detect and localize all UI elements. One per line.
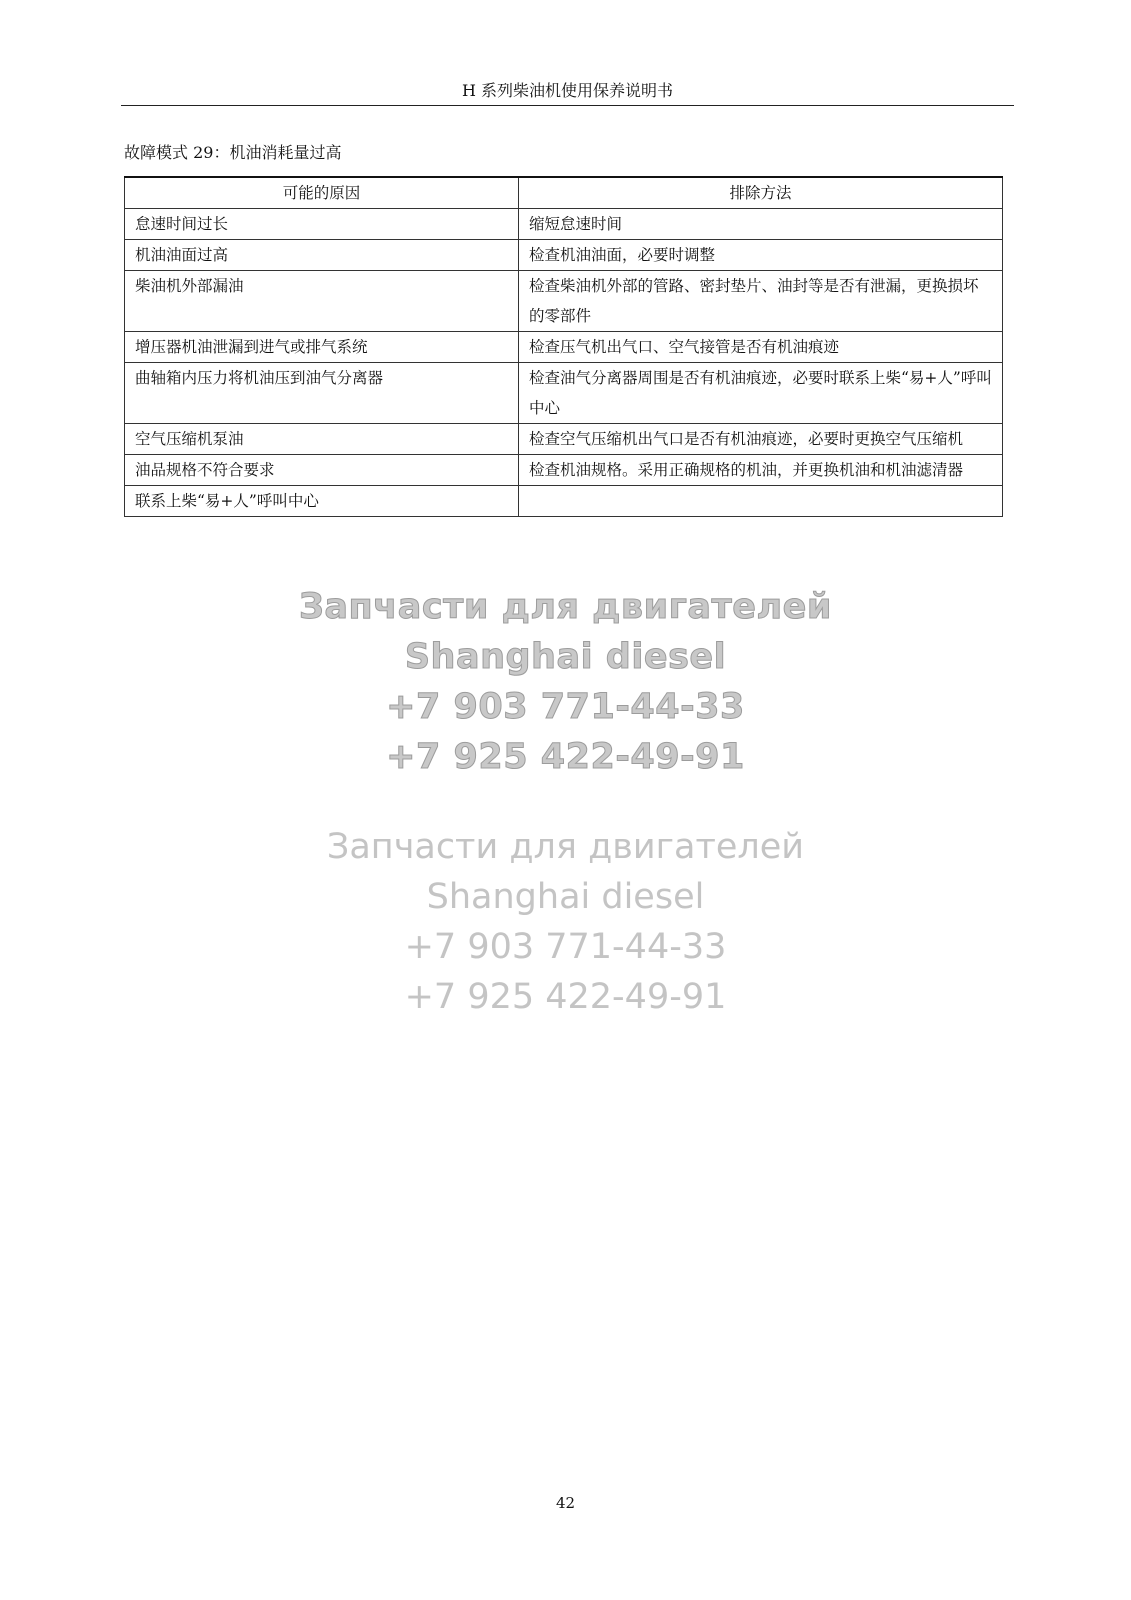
table-header-row	[125, 177, 1003, 209]
remedy-cell: 检查机油油面，必要时调整	[519, 240, 1003, 271]
remedy-cell	[519, 486, 1003, 517]
table-row	[125, 363, 1003, 424]
watermark-plain	[0, 822, 1131, 1022]
remedy-cell: 检查空气压缩机出气口是否有机油痕迹，必要时更换空气压缩机	[519, 424, 1003, 455]
cause-cell: 柴油机外部漏油	[125, 271, 519, 332]
cause-cell: 联系上柴“易+人”呼叫中心	[125, 486, 519, 517]
watermark-line: +7 925 422-49-91	[404, 977, 727, 1017]
table-row	[125, 209, 1003, 240]
remedy-cell: 检查机油规格。采用正确规格的机油，并更换机油和机油滤清器	[519, 455, 1003, 486]
column-header-cause: 可能的原因	[125, 177, 519, 209]
fault-table	[124, 176, 1003, 517]
watermark-line: Shanghai diesel	[404, 637, 727, 677]
remedy-cell: 检查柴油机外部的管路、密封垫片、油封等是否有泄漏，更换损坏的零部件	[519, 271, 1003, 332]
running-header: H 系列柴油机使用保养说明书	[461, 81, 674, 100]
watermark-line: Shanghai diesel	[426, 877, 705, 917]
remedy-cell: 缩短怠速时间	[519, 209, 1003, 240]
header-rule	[121, 105, 1014, 106]
table-row	[125, 271, 1003, 332]
cause-cell: 空气压缩机泵油	[125, 424, 519, 455]
table-row	[125, 240, 1003, 271]
remedy-cell: 检查压气机出气口、空气接管是否有机油痕迹	[519, 332, 1003, 363]
watermark-line: Запчасти для двигателей	[299, 587, 832, 627]
watermark-line: +7 903 771-44-33	[404, 927, 727, 967]
watermark-outlined	[0, 582, 1131, 782]
remedy-cell: 检查油气分离器周围是否有机油痕迹，必要时联系上柴“易+人”呼叫中心	[519, 363, 1003, 424]
watermark-line: +7 903 771-44-33	[386, 687, 745, 727]
table-row	[125, 455, 1003, 486]
cause-cell: 曲轴箱内压力将机油压到油气分离器	[125, 363, 519, 424]
table-row	[125, 486, 1003, 517]
watermark-line: Запчасти для двигателей	[326, 827, 805, 867]
section-title: 故障模式 29：机油消耗量过高	[124, 143, 342, 162]
column-header-remedy: 排除方法	[519, 177, 1003, 209]
table-row	[125, 424, 1003, 455]
cause-cell: 增压器机油泄漏到进气或排气系统	[125, 332, 519, 363]
cause-cell: 机油油面过高	[125, 240, 519, 271]
cause-cell: 油品规格不符合要求	[125, 455, 519, 486]
table-row	[125, 332, 1003, 363]
cause-cell: 怠速时间过长	[125, 209, 519, 240]
watermark-line: +7 925 422-49-91	[386, 737, 745, 777]
page-number: 42	[555, 1494, 576, 1512]
